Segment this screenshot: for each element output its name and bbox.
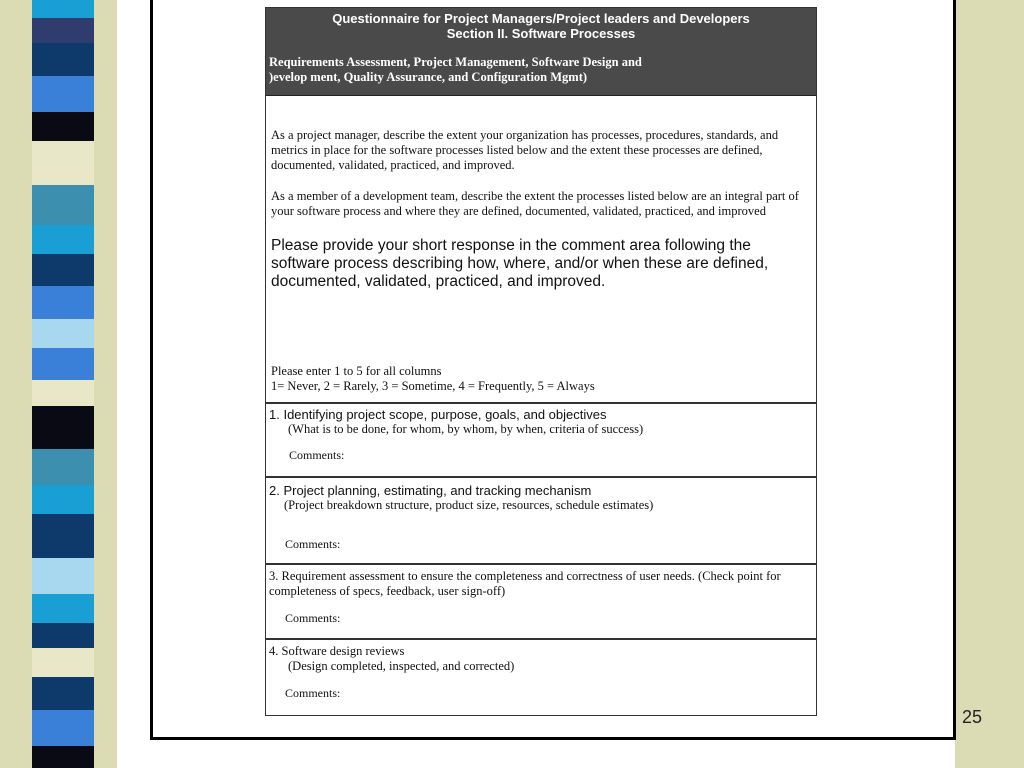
decorative-stripe-bar — [32, 0, 94, 768]
decorative-stripe — [32, 514, 94, 557]
rating-scale — [271, 364, 595, 394]
question-description: (Project breakdown structure, product size, resources, schedule estimates) — [284, 498, 654, 512]
decorative-stripe — [32, 254, 94, 287]
question-item — [266, 478, 816, 565]
decorative-stripe — [32, 648, 94, 677]
question-description: (Design completed, inspected, and corrected) — [288, 659, 515, 673]
decorative-stripe — [32, 710, 94, 746]
decorative-stripe — [32, 558, 94, 594]
question-item — [266, 404, 816, 478]
questionnaire-header — [266, 8, 816, 96]
comments-label: Comments: — [285, 537, 341, 551]
question-title: 1. Identifying project scope, purpose, goals, and objectives — [269, 407, 607, 422]
decorative-stripe — [32, 677, 94, 710]
intro-project-manager: As a project manager, describe the extent your organization has processes, procedures, standards, and metrics in place for the software processes listed below and the extent these processes are defined, documented, validated, practiced, and improved. — [271, 128, 779, 172]
question-title: 2. Project planning, estimating, and tracking mechanism — [269, 483, 592, 498]
comments-label: Comments: — [289, 448, 345, 462]
rating-scale-legend: 1= Never, 2 = Rarely, 3 = Sometime, 4 = Frequently, 5 = Always — [271, 379, 595, 393]
question-title: 3. Requirement assessment to ensure the completeness and correctness of user needs. (Check point for completeness of specs, feedback, user sign-off) — [269, 569, 781, 598]
question-item — [266, 565, 816, 640]
decorative-stripe — [32, 348, 94, 381]
subtitle-line-2: )evelop ment, Quality Assurance, and Configuration Mgmt) — [269, 70, 588, 84]
decorative-stripe — [32, 18, 94, 43]
questionnaire-table — [265, 7, 817, 716]
decorative-stripe — [32, 485, 94, 514]
decorative-stripe — [32, 286, 94, 319]
question-description: (What is to be done, for whom, by whom, by when, criteria of success) — [288, 422, 644, 436]
comments-label: Comments: — [285, 611, 341, 625]
decorative-stripe — [32, 623, 94, 648]
decorative-stripe — [32, 0, 94, 18]
decorative-stripe — [32, 594, 94, 623]
decorative-stripe — [32, 141, 94, 184]
questionnaire-subtitle — [266, 55, 816, 85]
question-title: 4. Software design reviews — [269, 644, 405, 658]
questionnaire-section-title: Section II. Software Processes — [446, 26, 636, 41]
decorative-stripe — [32, 449, 94, 485]
response-instruction: Please provide your short response in the comment area following the software process describing how, where, and/or when these are defined, documented, validated, practiced, and improved. — [271, 237, 769, 290]
decorative-stripe — [32, 746, 94, 768]
intro-developer: As a member of a development team, describe the extent the processes listed below are an integral part of your software process and where they are defined, documented, validated, practiced, and improved — [271, 189, 799, 218]
decorative-stripe — [32, 76, 94, 112]
slide-number: 25 — [962, 707, 983, 727]
decorative-stripe — [32, 185, 94, 225]
question-item — [266, 640, 816, 713]
decorative-stripe — [32, 406, 94, 449]
decorative-stripe — [32, 319, 94, 348]
decorative-stripe — [32, 380, 94, 405]
instructions-section — [266, 96, 816, 404]
decorative-stripe — [32, 112, 94, 141]
decorative-stripe — [32, 43, 94, 76]
comments-label: Comments: — [285, 686, 341, 700]
decorative-stripe — [32, 225, 94, 254]
rating-scale-instruction: Please enter 1 to 5 for all columns — [271, 364, 442, 378]
subtitle-line-1: Requirements Assessment, Project Management, Software Design and — [269, 55, 642, 69]
questionnaire-title: Questionnaire for Project Managers/Project leaders and Developers — [332, 11, 750, 26]
